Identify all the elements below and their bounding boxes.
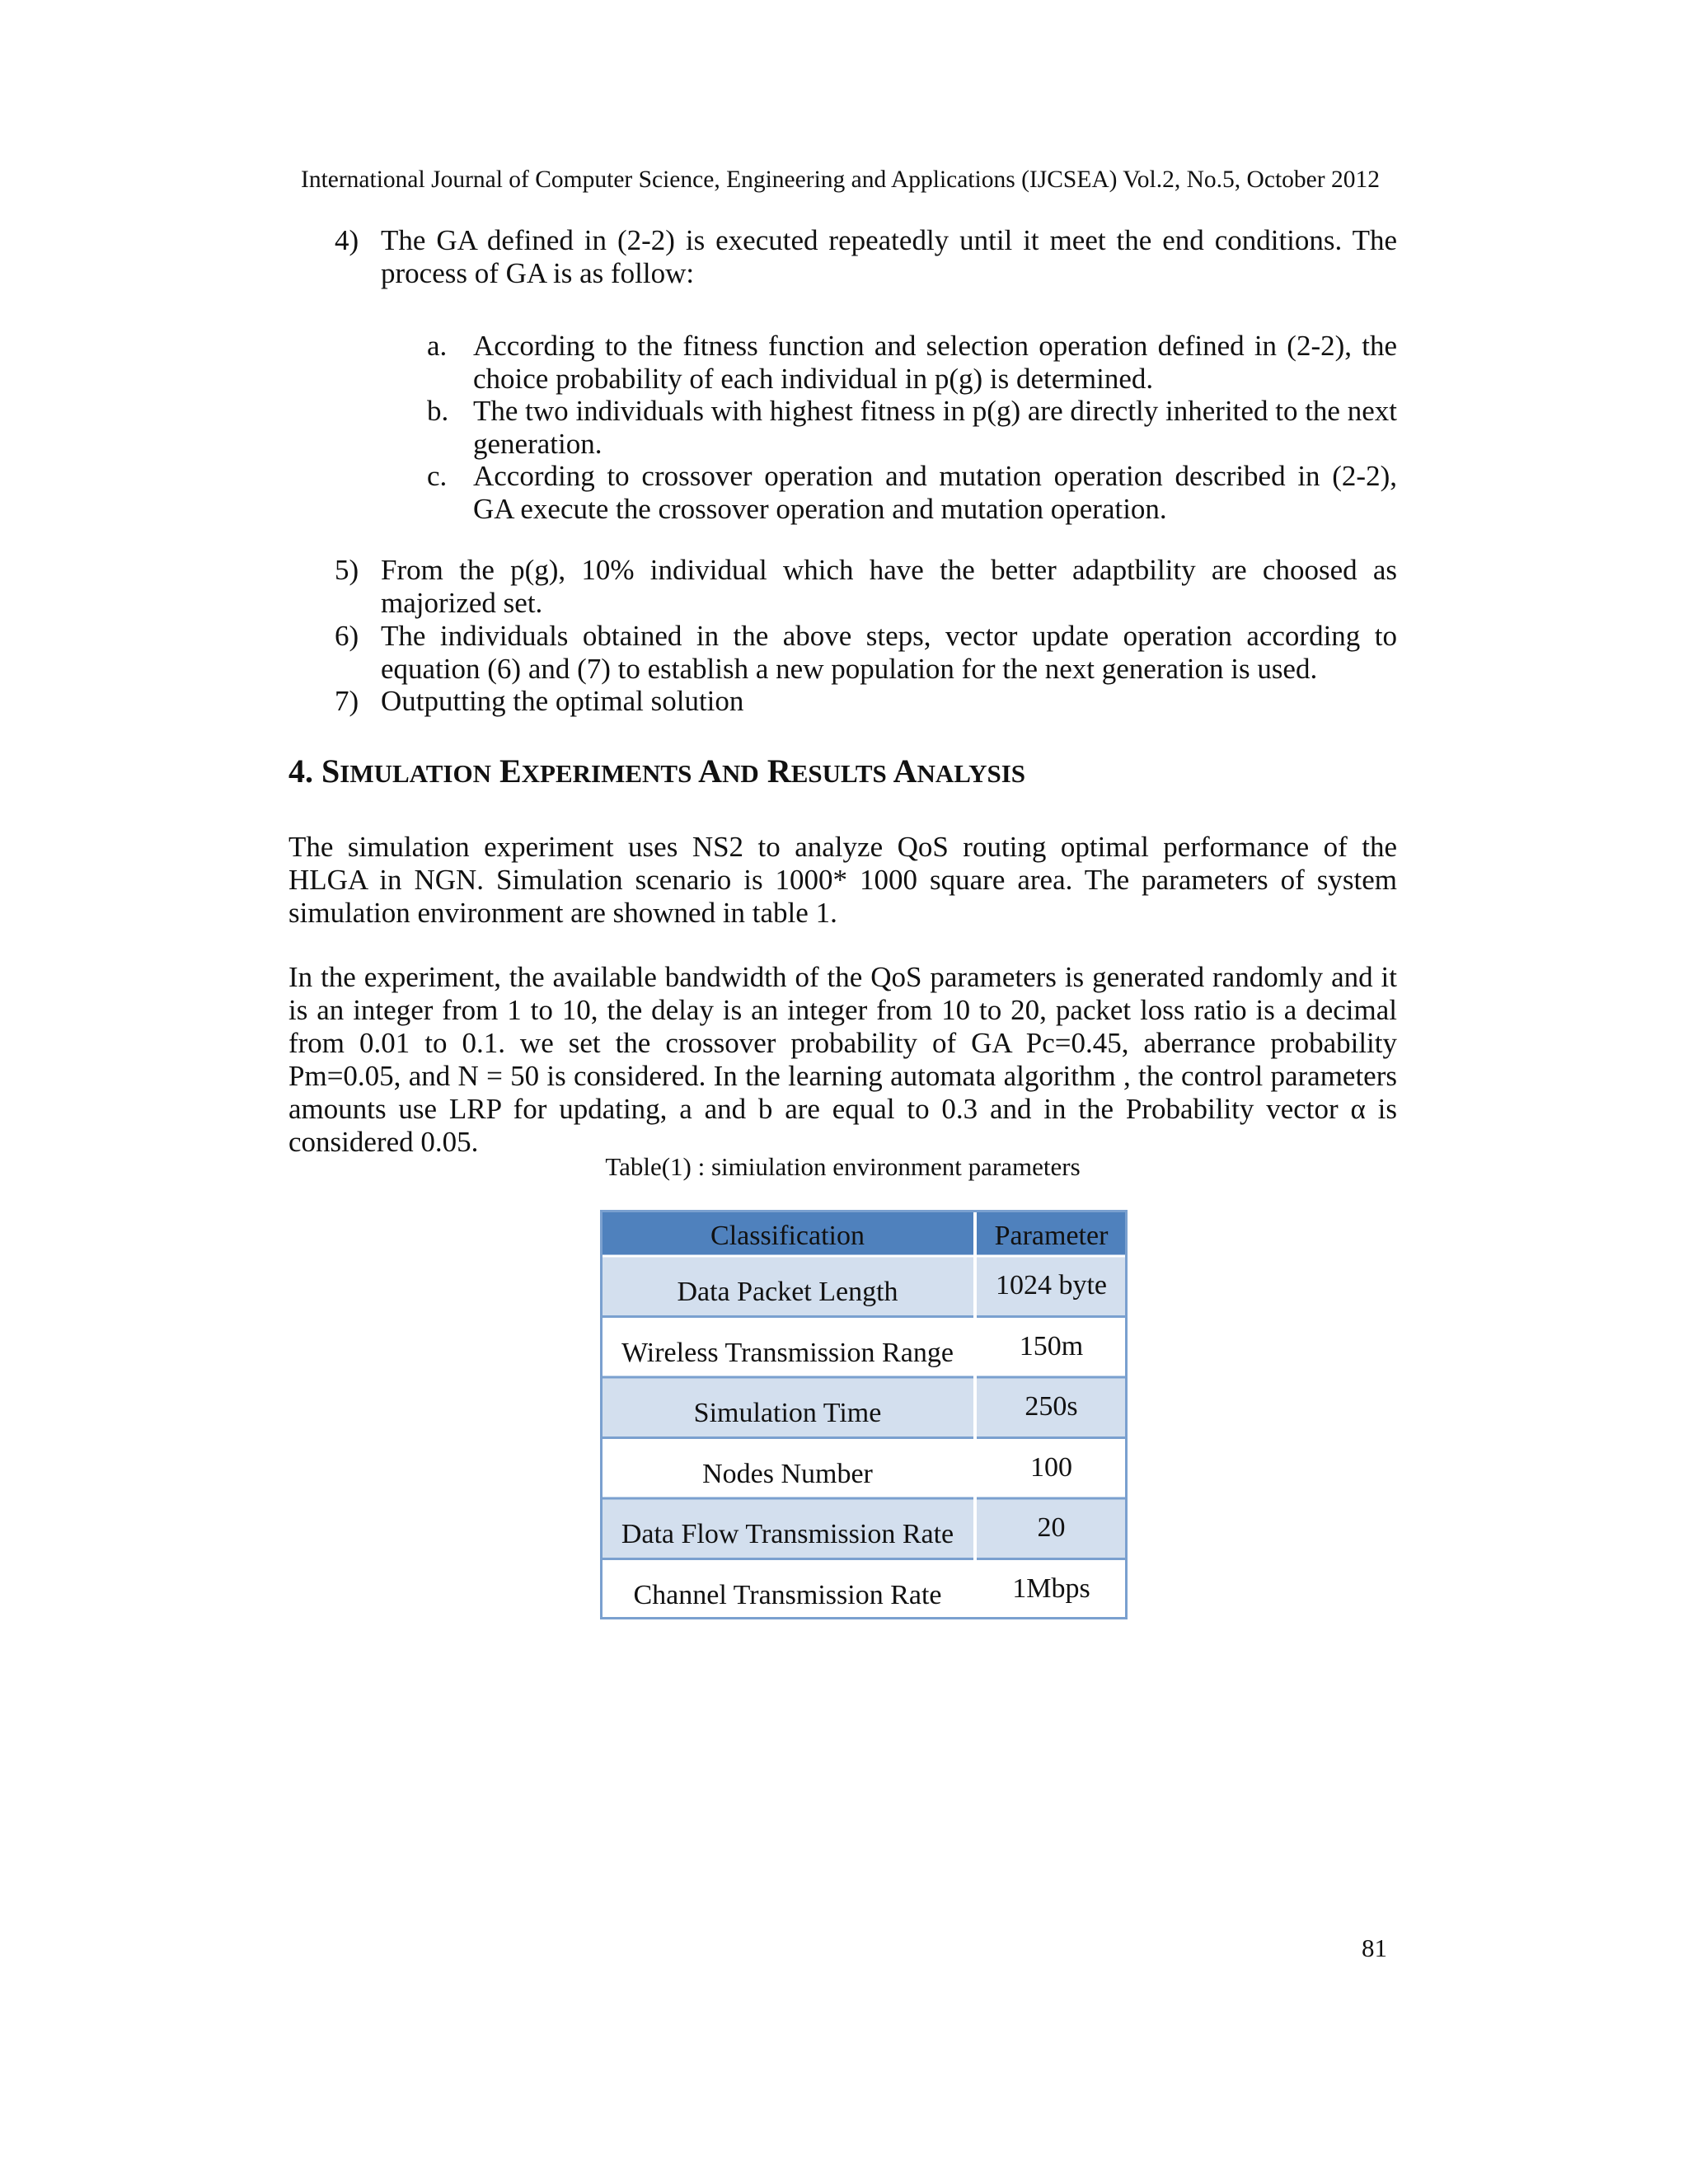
sub-item-letter: b. xyxy=(427,395,449,427)
list-number: 4) xyxy=(335,224,359,256)
page-number: 81 xyxy=(1362,1933,1387,1962)
sub-item-a xyxy=(427,330,1397,396)
heading-cap: S xyxy=(321,752,340,790)
running-header: International Journal of Computer Science, Engineering and Applications (IJCSEA) Vol.2, No.5, October 2012 xyxy=(301,166,1380,193)
table-cell-classification: Data Packet Length xyxy=(677,1277,898,1307)
list-number: 6) xyxy=(335,620,359,652)
table-cell-classification: Simulation Time xyxy=(693,1398,882,1428)
sub-item-text: According to crossover operation and mutation operation described in (2-2), GA execute the crossover operation and mutation operation. xyxy=(473,460,1397,525)
sub-item-c xyxy=(427,460,1397,526)
heading-word: ESULTS xyxy=(790,759,887,788)
heading-cap: A xyxy=(893,752,917,790)
table-cell-parameter: 1024 byte xyxy=(995,1270,1108,1301)
list-item-5 xyxy=(335,554,1397,620)
heading-cap: R xyxy=(767,752,791,790)
heading-word: IMULATION xyxy=(340,759,491,788)
section-heading xyxy=(288,752,1025,794)
table-cell-classification: Nodes Number xyxy=(702,1458,873,1489)
list-item-text: Outputting the optimal solution xyxy=(381,685,744,717)
heading-cap: A xyxy=(698,752,723,790)
list-number: 5) xyxy=(335,554,359,586)
list-number: 7) xyxy=(335,685,359,717)
list-item-4 xyxy=(335,224,1397,290)
section-number: 4. xyxy=(288,752,313,790)
list-item-text: The GA defined in (2-2) is executed repeatedly until it meet the end conditions. The process of GA is as follow: xyxy=(381,224,1397,289)
sub-item-b xyxy=(427,395,1397,461)
header-cell-parameter: Parameter xyxy=(994,1221,1109,1251)
sub-item-text: According to the fitness function and selection operation defined in (2-2), the choice probability of each individual in p(g) is determined. xyxy=(473,330,1397,395)
list-item-text: The individuals obtained in the above steps, vector update operation according to equation (6) and (7) to establish a new population for the next generation is used. xyxy=(381,620,1397,685)
table-cell-parameter: 250s xyxy=(1025,1391,1078,1422)
heading-word: ND xyxy=(722,759,759,788)
sub-item-text: The two individuals with highest fitness in p(g) are directly inherited to the next generation. xyxy=(473,395,1397,460)
paragraph-simulation-intro: The simulation experiment uses NS2 to analyze QoS routing optimal performance of the HLGA in NGN. Simulation scenario is 1000* 1000 square area. The parameters of system simulation environment are showned in table 1. xyxy=(288,831,1397,929)
list-item-7 xyxy=(335,685,1397,718)
heading-word: XPERIMENTS xyxy=(521,759,692,788)
table-caption: Table(1) : simiulation environment parameters xyxy=(605,1152,1081,1181)
table-cell-parameter: 150m xyxy=(1019,1330,1084,1361)
table-cell-parameter: 1Mbps xyxy=(1012,1572,1090,1604)
table-cell-classification: Data Flow Transmission Rate xyxy=(621,1519,954,1549)
list-item-6 xyxy=(335,620,1397,686)
paragraph-experiment-settings: In the experiment, the available bandwidth of the QoS parameters is generated randomly and it is an integer from 1 to 10, the delay is an integer from 10 to 20, packet loss ratio is a decimal from 0.01 to 0.1. we set the crossover probability of GA Pc=0.45, aberrance probability Pm=0.05, and N = 50 is considered. In the learning automata algorithm , the control parameters amounts use LRP for updating, a and b are equal to 0.3 and in the Probability vector α is considered 0.05. xyxy=(288,961,1397,1158)
table-cell-parameter: 100 xyxy=(1030,1451,1072,1483)
sub-item-letter: c. xyxy=(427,460,448,492)
sub-item-letter: a. xyxy=(427,330,448,362)
table-cell-classification: Wireless Transmission Range xyxy=(621,1337,954,1368)
table-cell-parameter: 20 xyxy=(1037,1512,1066,1543)
parameters-table xyxy=(600,1210,1128,1620)
table-cell-classification: Channel Transmission Rate xyxy=(633,1579,942,1610)
list-item-text: From the p(g), 10% individual which have the better adaptbility are choosed as majorized set. xyxy=(381,554,1397,619)
heading-word: NALYSIS xyxy=(917,759,1026,788)
header-cell-classification: Classification xyxy=(710,1221,865,1251)
heading-cap: E xyxy=(499,752,522,790)
